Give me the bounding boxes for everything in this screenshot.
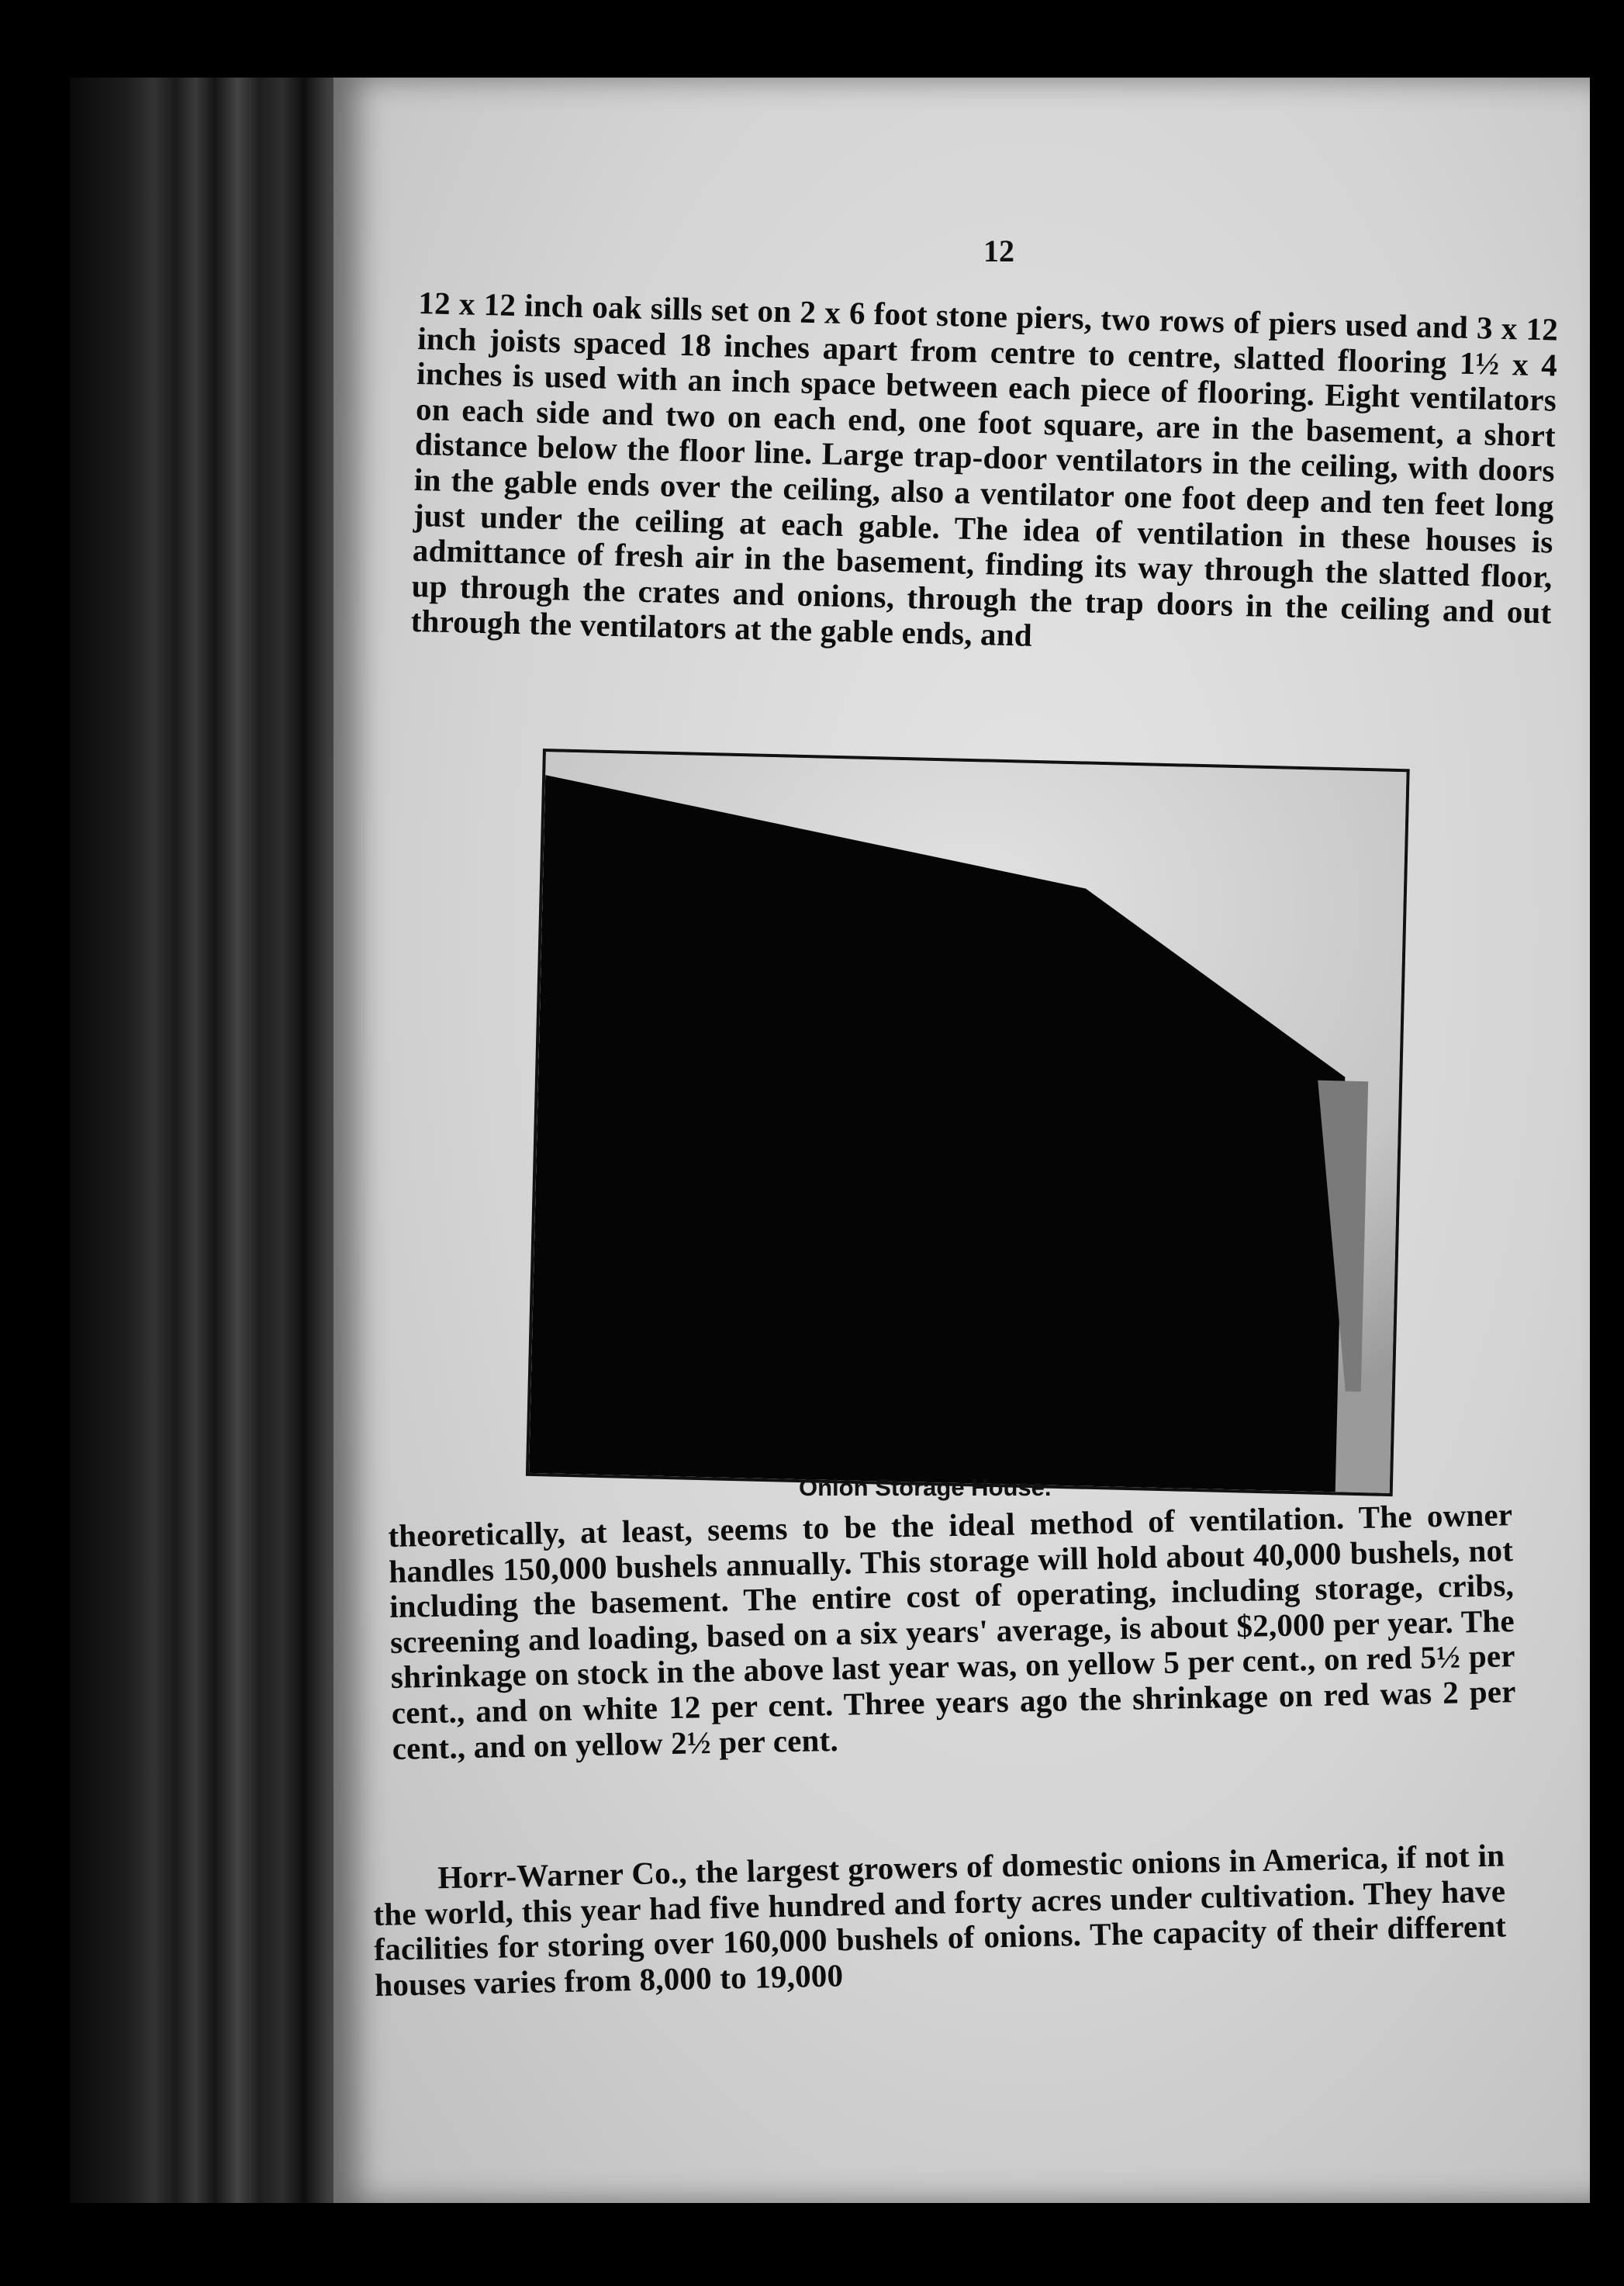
- paragraph-3-text: Horr-Warner Co., the largest growers of domestic onions in America, if not in the world, this year had five hundred and forty acres under cultivation. They have facilities for storing over 160,000 bushels of onions. The capacity of their different houses varies from 8,000 to 19,000: [372, 1837, 1507, 2003]
- onion-storage-house-photo: [526, 749, 1410, 1496]
- house-silhouette: [529, 752, 1407, 1493]
- paragraph-1: 12 x 12 inch oak sills set on 2 x 6 foot stone piers, two rows of piers used and 3 x 12 inch joists spaced 18 inches apart from centre to centre, slatted flooring 1½ x 4 inches is used with an inch space between each piece of flooring. Eight ventilators on each side and two on each end, one foot square, are in the basement, a short distance below the floor line. Large trap-door ventilators in the ceiling, with doors in the gable ends over the ceiling, also a ventilator one foot deep and ten feet long just under the ceiling at each gable. The idea of ventilation in these houses is admittance of fresh air in the basement, finding its way through the slatted floor, up through the crates and onions, through the trap doors in the ceiling and out through the ventilators at the gable ends, and: [410, 285, 1559, 654]
- paragraph-indent: [373, 1888, 438, 1890]
- page-number: 12: [983, 233, 1014, 268]
- paragraph-3: [372, 1838, 1507, 2003]
- book-binding: [70, 78, 349, 2203]
- figure-caption: Onion Storage House.: [799, 1474, 1052, 1501]
- paragraph-2: theoretically, at least, seems to be the ideal method of ventilation. The owner handles 150,000 bushels annually. This storage will hold about 40,000 bushels, not including the basement. The entire cost of operating, including storage, cribs, screening and loading, based on a six years' average, is about $2,000 per year. The shrinkage on stock in the above last year was, on yellow 5 per cent., on red 5½ per cent., and on white 12 per cent. Three years ago the shrinkage on red was 2 per cent., and on yellow 2½ per cent.: [387, 1496, 1516, 1766]
